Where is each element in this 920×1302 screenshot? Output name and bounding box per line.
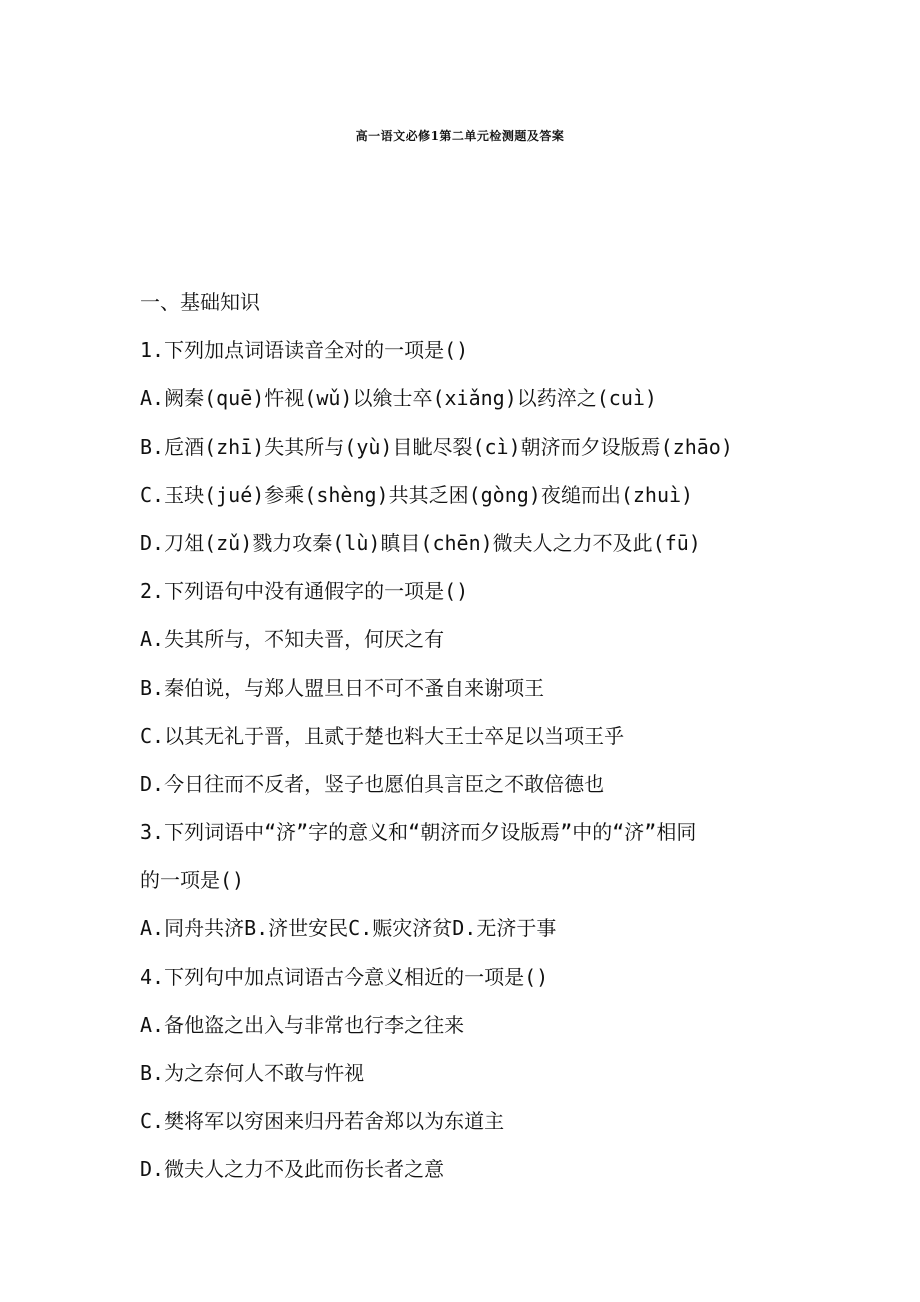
question-1-option-c: C.玉玦(jué)参乘(shèng)共其乏困(gòng)夜缒而出(zhuì) xyxy=(140,482,694,507)
question-2-option-b: B.秦伯说，与郑人盟旦日不可不蚤自来谢项王 xyxy=(140,675,545,700)
question-2-option-c: C.以其无礼于晋，且贰于楚也料大王士卒足以当项王乎 xyxy=(140,723,625,748)
question-2-option-d: D.今日往而不反者，竖子也愿伯具言臣之不敢倍德也 xyxy=(140,771,605,796)
question-3-continued: 的一项是() xyxy=(140,868,245,893)
question-3-options: A.同舟共济B.济世安民C.赈灾济贫D.无济于事 xyxy=(140,916,557,941)
question-4-option-c: C.樊将军以穷困来归丹若舍郑以为东道主 xyxy=(140,1109,505,1134)
question-1-option-b: B.卮酒(zhī)失其所与(yù)目眦尽裂(cì)朝济而夕设版焉(zhāo) xyxy=(140,434,733,459)
question-2-option-a: A.失其所与，不知夫晋，何厌之有 xyxy=(140,627,445,652)
question-4-option-b: B.为之奈何人不敢与忤视 xyxy=(140,1061,365,1085)
question-3: 3.下列词语中“济”字的意义和“朝济而夕设版焉”中的“济”相同 xyxy=(140,820,697,845)
question-1-option-d: D.刀俎(zǔ)戮力攻秦(lù)瞋目(chēn)微夫人之力不及此(fū) xyxy=(140,530,701,555)
section-heading: 一、基础知识 xyxy=(140,290,260,314)
question-2: 2.下列语句中没有通假字的一项是() xyxy=(140,579,469,604)
question-1-option-a: A.阙秦(quē)忤视(wǔ)以飨士卒(xiǎng)以药淬之(cuì) xyxy=(140,386,657,411)
document-body xyxy=(140,278,800,1194)
question-1: 1.下列加点词语读音全对的一项是() xyxy=(140,338,469,363)
question-4-option-a: A.备他盗之出入与非常也行李之往来 xyxy=(140,1012,465,1037)
page-title: 高一语文必修1第二单元检测题及答案 xyxy=(355,129,565,143)
question-4-option-d: D.微夫人之力不及此而伤长者之意 xyxy=(140,1157,445,1182)
question-4: 4.下列句中加点词语古今意义相近的一项是() xyxy=(140,964,549,989)
